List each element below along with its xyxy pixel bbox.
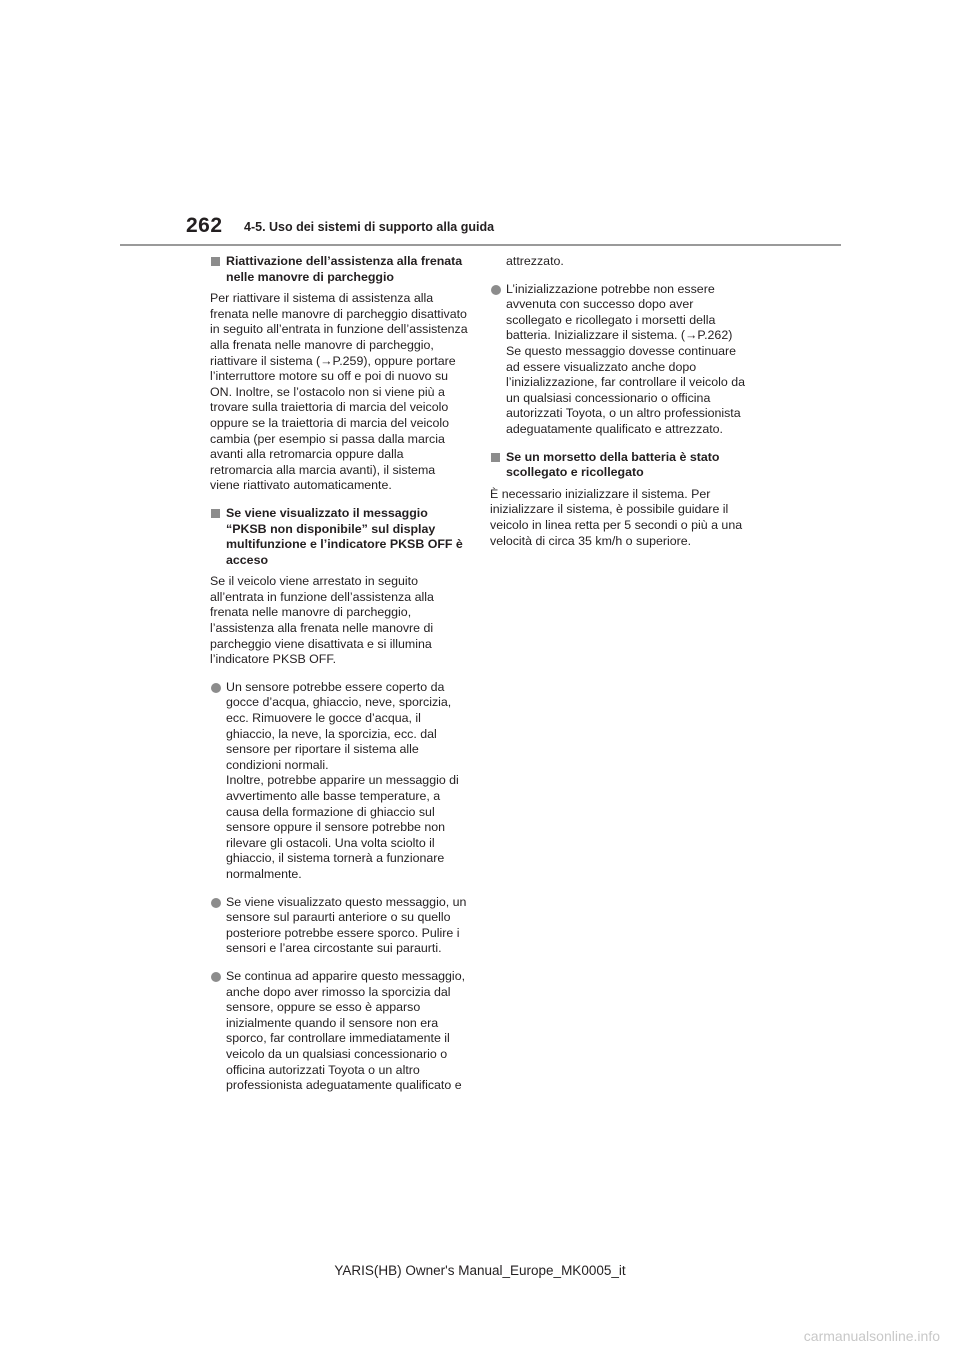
round-bullet-icon (491, 285, 501, 295)
bullet-item (210, 969, 468, 1094)
bullet-text: Se continua ad apparire questo messaggio, anche dopo aver rimosso la sporcizia dal sensore, oppure se esso è apparso inizialmente quando il sensore non era sporco, far controllare immediatamente il veicolo da un qualsiasi concessionario o officina autorizzati Toyota o un altro professionista adeguatamente qualificato e (226, 968, 466, 1093)
section-heading (210, 254, 468, 285)
bullet-text: Se viene visualizzato questo messaggio, un sensore sul paraurti anteriore o su quello posteriore potrebbe essere sporco. Pulire i sensori e l’area circostante sui paraurti. (226, 894, 467, 956)
heading-text: Se viene visualizzato il messaggio “PKSB non disponibile” sul display multifunzione e l’indicatore PKSB OFF è acceso (226, 505, 463, 567)
watermark: carmanualsonline.info (803, 1328, 940, 1344)
section-heading (490, 450, 752, 481)
paragraph: Se il veicolo viene arrestato in seguito all’entrata in funzione dell’assistenza alla frenata nelle manovre di parcheggio, l’assistenza alla frenata nelle manovre di parcheggio viene disattivata e si illumina l’indicatore PKSB OFF. (210, 574, 434, 667)
round-bullet-icon (211, 898, 221, 908)
footer-manual-id: YARIS(HB) Owner's Manual_Europe_MK0005_it (334, 1263, 626, 1278)
bullet-item (210, 895, 468, 957)
heading-text: Riattivazione dell’assistenza alla frenata nelle manovre di parcheggio (226, 254, 463, 284)
right-column (490, 254, 752, 561)
paragraph: È necessario inizializzare il sistema. Per inizializzare il sistema, è possibile guidare il veicolo in linea retta per 5 secondi o più a una velocità di circa 35 km/h o superiore. (490, 486, 743, 548)
section-heading (210, 506, 468, 568)
section-title: 4-5. Uso dei sistemi di supporto alla guida (244, 220, 495, 234)
bullet-continuation: Inoltre, potrebbe apparire un messaggio di avvertimento alle basse temperature, a causa della formazione di ghiaccio sul sensore oppure il sensore potrebbe non rilevare gli ostacoli. Una volta sciolto il ghiaccio, il sistema tornerà a funzionare normalmente. (226, 773, 459, 881)
bullet-item (490, 282, 752, 344)
square-bullet-icon (211, 257, 220, 266)
round-bullet-icon (211, 972, 221, 982)
bullet-item (210, 680, 468, 774)
bullet-text: L’inizializzazione potrebbe non essere avvenuta con successo dopo aver scollegato e ricollegato i morsetti della batteria. Inizializzare il sistema. (→P.262) (506, 281, 733, 343)
bullet-continuation: attrezzato. (506, 254, 564, 268)
bullet-text: Un sensore potrebbe essere coperto da gocce d’acqua, ghiaccio, neve, sporcizia, ecc. Rimuovere le gocce d’acqua, il ghiaccio, la neve, la sporcizia, ecc. dal sensore per riportare il sistema alle condizioni normali. (226, 679, 452, 772)
header-rule (120, 244, 841, 246)
square-bullet-icon (211, 509, 220, 518)
heading-text: Se un morsetto della batteria è stato scollegato e ricollegato (506, 449, 720, 480)
round-bullet-icon (211, 683, 221, 693)
paragraph: Per riattivare il sistema di assistenza alla frenata nelle manovre di parcheggio disattivato in seguito all’entrata in funzione dell’assistenza alla frenata nelle manovre di parcheggio, riattivare il sistema (→P.259), oppure portare l’interruttore motore su off e poi di nuovo su ON. Inoltre, se l’ostacolo non si viene più a trovare sulla traiettoria di marcia del veicolo oppure se la traiettoria di marcia del veicolo cambia (per esempio si passa dalla marcia avanti alla retromarcia oppure dalla retromarcia alla marcia avanti), il sistema viene riattivato automaticamente. (210, 291, 468, 493)
page-number: 262 (186, 214, 223, 237)
left-column (210, 254, 468, 1106)
square-bullet-icon (491, 453, 500, 462)
bullet-continuation: Se questo messaggio dovesse continuare ad essere visualizzato anche dopo l’inizializzazione, far controllare il veicolo da un qualsiasi concessionario o officina autorizzati Toyota, o un altro professionista adeguatamente qualificato e attrezzato. (506, 343, 745, 436)
